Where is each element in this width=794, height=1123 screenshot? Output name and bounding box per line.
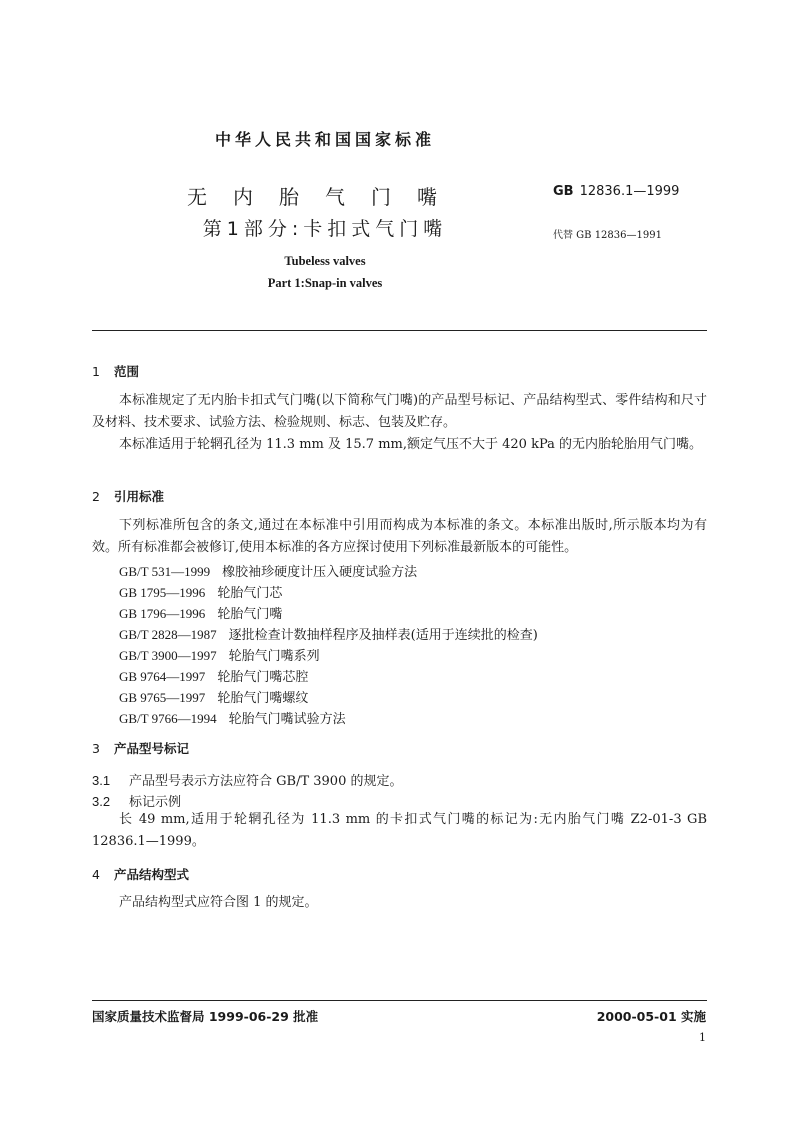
- reference-code: GB/T 9766—1994: [119, 711, 217, 726]
- reference-title: 轮胎气门嘴: [217, 607, 283, 622]
- subsection-3-2: [92, 791, 181, 810]
- section-1-paragraph-1: 本标准规定了无内胎卡扣式气门嘴(以下简称气门嘴)的产品型号标记、产品结构型式、零件结构和尺寸及材料、技术要求、试验方法、检验规则、标志、包装及贮存。: [92, 393, 707, 430]
- reference-title: 轮胎气门嘴试验方法: [228, 712, 346, 727]
- reference-item: [119, 582, 282, 601]
- standard-number: 12836.1—1999: [579, 184, 680, 199]
- issuing-authority: 中华人民共和国国家标准: [214, 130, 435, 149]
- section-title: 产品型号标记: [114, 741, 190, 756]
- marking-example: 长 49 mm,适用于轮辋孔径为 11.3 mm 的卡扣式气门嘴的标记为:无内胎气门嘴 Z2-01-3 GB 12836.1—1999。: [92, 812, 707, 849]
- section-2-paragraph-1: 下列标准所包含的条文,通过在本标准中引用而构成为本标准的条文。本标准出版时,所示版本均为有效。所有标准都会被修订,使用本标准的各方应探讨使用下列标准最新版本的可能性。: [92, 518, 707, 555]
- reference-code: GB 9765—1997: [119, 690, 206, 705]
- reference-title: 轮胎气门芯: [217, 586, 283, 601]
- english-subtitle: Part 1:Snap-in valves: [267, 276, 383, 290]
- section-4-paragraph-1: 产品结构型式应符合图 1 的规定。: [119, 895, 318, 910]
- header-divider: [92, 330, 707, 331]
- reference-title: 轮胎气门嘴系列: [228, 649, 320, 664]
- reference-code: GB/T 2828—1987: [119, 627, 217, 642]
- section-title: 引用标准: [114, 489, 165, 504]
- reference-item: [119, 561, 417, 580]
- reference-item: [119, 603, 282, 622]
- reference-code: GB/T 3900—1997: [119, 648, 217, 663]
- reference-item: [119, 624, 538, 643]
- reference-code: GB 1795—1996: [119, 585, 206, 600]
- section-number: 4: [92, 867, 100, 882]
- reference-code: GB/T 531—1999: [119, 564, 211, 579]
- section-3-heading: [92, 739, 189, 757]
- section-title: 产品结构型式: [114, 867, 190, 882]
- english-title: Tubeless valves: [284, 254, 366, 268]
- document-title: 无内胎气门嘴: [187, 185, 463, 209]
- replaces-note: 代替 GB 12836—1991: [553, 230, 662, 241]
- section-number: 3: [92, 741, 100, 756]
- reference-code: GB 1796—1996: [119, 606, 206, 621]
- reference-item: [119, 645, 320, 664]
- section-number: 2: [92, 489, 100, 504]
- reference-title: 橡胶袖珍硬度计压入硬度试验方法: [222, 565, 418, 580]
- subsection-text: 产品型号表示方法应符合 GB/T 3900 的规定。: [129, 774, 403, 789]
- section-2-heading: [92, 487, 164, 505]
- section-number: 1: [92, 364, 100, 379]
- subsection-3-1: [92, 770, 402, 789]
- subsection-text: 标记示例: [129, 795, 182, 810]
- section-1-heading: [92, 362, 139, 380]
- reference-item: [119, 687, 308, 706]
- section-title: 范围: [114, 364, 140, 379]
- document-subtitle: 第1部分:卡扣式气门嘴: [202, 218, 448, 240]
- approval-note: 国家质量技术监督局 1999-06-29 批准: [92, 1009, 319, 1024]
- reference-title: 轮胎气门嘴芯腔: [217, 670, 309, 685]
- section-4-heading: [92, 865, 189, 883]
- subsection-number: 3.2: [92, 794, 111, 809]
- reference-item: [119, 708, 346, 727]
- reference-title: 逐批检查计数抽样程序及抽样表(适用于连续批的检查): [228, 628, 538, 643]
- footer-divider: [92, 1000, 707, 1001]
- section-1-paragraph-2: 本标准适用于轮辋孔径为 11.3 mm 及 15.7 mm,额定气压不大于 420 kPa 的无内胎轮胎用气门嘴。: [119, 437, 702, 452]
- reference-code: GB 9764—1997: [119, 669, 206, 684]
- effective-date: 2000-05-01 实施: [596, 1009, 706, 1024]
- subsection-number: 3.1: [92, 773, 111, 788]
- standard-prefix: GB: [553, 184, 574, 199]
- page-number: 1: [699, 1031, 706, 1044]
- reference-title: 轮胎气门嘴螺纹: [217, 691, 309, 706]
- reference-item: [119, 666, 308, 685]
- standard-code: [553, 184, 679, 199]
